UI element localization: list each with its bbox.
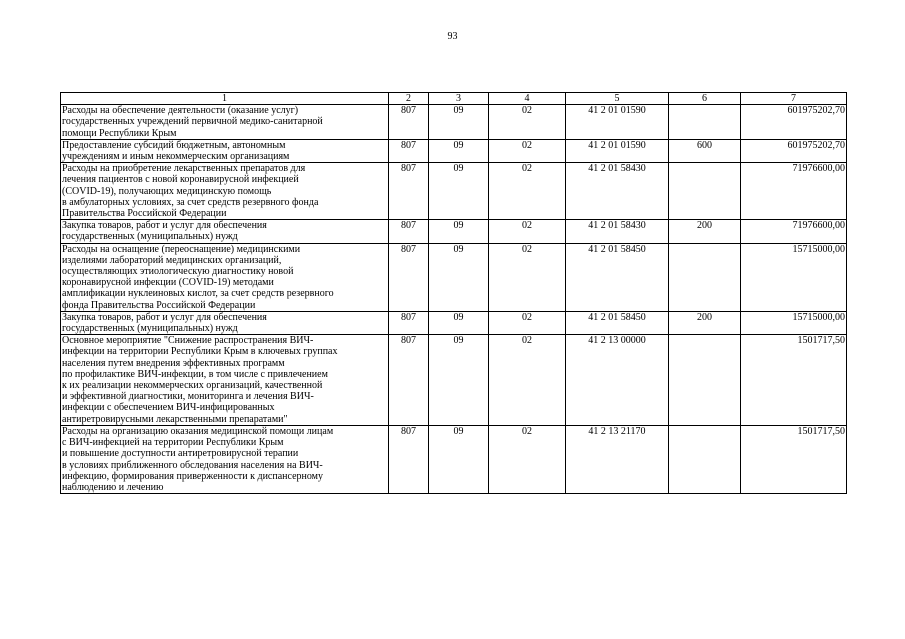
subsection-code: 02 — [489, 163, 566, 220]
section-code: 09 — [429, 425, 489, 493]
amount: 601975202,70 — [741, 105, 847, 140]
ministry-code: 807 — [389, 335, 429, 426]
ministry-code: 807 — [389, 220, 429, 243]
expense-type-code — [669, 425, 741, 493]
target-article-code: 41 2 01 58430 — [566, 163, 669, 220]
expense-type-code: 600 — [669, 139, 741, 162]
section-code: 09 — [429, 335, 489, 426]
table-row — [61, 311, 847, 334]
ministry-code: 807 — [389, 311, 429, 334]
table-row — [61, 163, 847, 220]
column-header: 4 — [489, 93, 566, 105]
amount: 15715000,00 — [741, 311, 847, 334]
expense-name: Расходы на оснащение (переоснащение) медицинскими изделиями лабораторий медицинских организаций, осуществляющих этиологическую диагностику новой коронавирусной инфекции (COVID-19) методами амплификации нуклеиновых кислот, за счет средств резервного фонда Правительства Российской Федерации — [61, 243, 389, 311]
target-article-code: 41 2 01 01590 — [566, 105, 669, 140]
amount: 15715000,00 — [741, 243, 847, 311]
subsection-code: 02 — [489, 425, 566, 493]
target-article-code: 41 2 13 21170 — [566, 425, 669, 493]
subsection-code: 02 — [489, 311, 566, 334]
section-code: 09 — [429, 243, 489, 311]
expense-name: Основное мероприятие "Снижение распространения ВИЧ- инфекции на территории Республики Крым в ключевых группах населения путем внедрения эффективных программ по профилактике ВИЧ-инфекции, в том числе с привлечением к их реализации некоммерческих организаций, качественной и эффективной диагностики, мониторинга и лечения ВИЧ- инфекции с обеспечением ВИЧ-инфицированных антиретровирусными лекарственными препаратами" — [61, 335, 389, 426]
column-header: 2 — [389, 93, 429, 105]
ministry-code: 807 — [389, 163, 429, 220]
amount: 71976600,00 — [741, 163, 847, 220]
target-article-code: 41 2 01 58450 — [566, 311, 669, 334]
expense-name: Закупка товаров, работ и услуг для обеспечения государственных (муниципальных) нужд — [61, 220, 389, 243]
amount: 1501717,50 — [741, 335, 847, 426]
subsection-code: 02 — [489, 105, 566, 140]
column-header: 5 — [566, 93, 669, 105]
target-article-code: 41 2 01 58450 — [566, 243, 669, 311]
subsection-code: 02 — [489, 243, 566, 311]
target-article-code: 41 2 01 58430 — [566, 220, 669, 243]
header-row — [61, 93, 847, 105]
target-article-code: 41 2 01 01590 — [566, 139, 669, 162]
ministry-code: 807 — [389, 105, 429, 140]
subsection-code: 02 — [489, 139, 566, 162]
amount: 1501717,50 — [741, 425, 847, 493]
column-header: 7 — [741, 93, 847, 105]
table-row — [61, 139, 847, 162]
column-header: 3 — [429, 93, 489, 105]
expense-type-code: 200 — [669, 311, 741, 334]
expense-type-code — [669, 243, 741, 311]
section-code: 09 — [429, 311, 489, 334]
table-row — [61, 243, 847, 311]
ministry-code: 807 — [389, 243, 429, 311]
target-article-code: 41 2 13 00000 — [566, 335, 669, 426]
ministry-code: 807 — [389, 425, 429, 493]
section-code: 09 — [429, 163, 489, 220]
expense-type-code — [669, 105, 741, 140]
section-code: 09 — [429, 105, 489, 140]
column-header: 6 — [669, 93, 741, 105]
amount: 71976600,00 — [741, 220, 847, 243]
expense-name: Расходы на приобретение лекарственных препаратов для лечения пациентов с новой коронавирусной инфекцией (COVID-19), получающих медицинскую помощь в амбулаторных условиях, за счет средств резервного фонда Правительства Российской Федерации — [61, 163, 389, 220]
ministry-code: 807 — [389, 139, 429, 162]
expense-type-code: 200 — [669, 220, 741, 243]
section-code: 09 — [429, 139, 489, 162]
page-number: 93 — [447, 31, 458, 42]
expense-name: Расходы на обеспечение деятельности (оказание услуг) государственных учреждений первичной медико-санитарной помощи Республики Крым — [61, 105, 389, 140]
expense-type-code — [669, 163, 741, 220]
table-row — [61, 335, 847, 426]
expense-type-code — [669, 335, 741, 426]
subsection-code: 02 — [489, 335, 566, 426]
expense-name: Предоставление субсидий бюджетным, автономным учреждениям и иным некоммерческим организациям — [61, 139, 389, 162]
column-header: 1 — [61, 93, 389, 105]
subsection-code: 02 — [489, 220, 566, 243]
expense-name: Расходы на организацию оказания медицинской помощи лицам с ВИЧ-инфекцией на территории Республики Крым и повышение доступности антиретровирусной терапии в условиях приближенного обследования населения на ВИЧ- инфекцию, формирования приверженности к диспансерному наблюдению и лечению — [61, 425, 389, 493]
table-row — [61, 105, 847, 140]
table-row — [61, 425, 847, 493]
expense-name: Закупка товаров, работ и услуг для обеспечения государственных (муниципальных) нужд — [61, 311, 389, 334]
section-code: 09 — [429, 220, 489, 243]
table-row — [61, 220, 847, 243]
budget-table — [60, 92, 847, 494]
amount: 601975202,70 — [741, 139, 847, 162]
